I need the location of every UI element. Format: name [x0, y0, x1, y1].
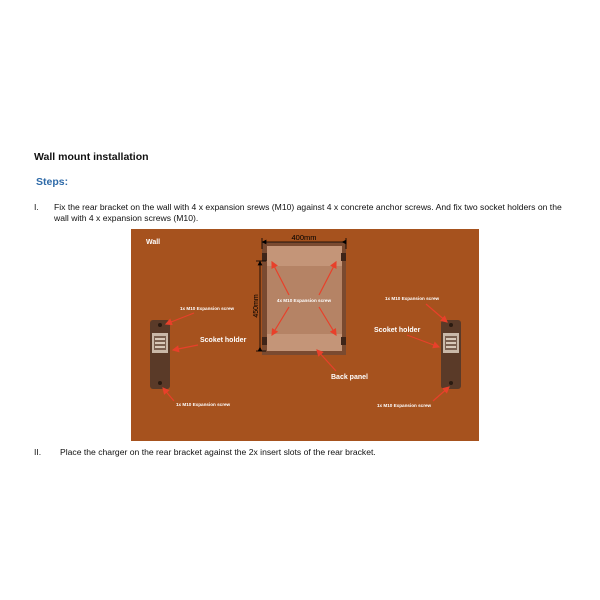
step-number: I.	[34, 202, 39, 212]
right-socket-holder	[441, 320, 461, 389]
width-dimension-label: 400mm	[291, 233, 317, 242]
left-holder-label: Scoket holder	[200, 337, 247, 344]
right-holder-label: Scoket holder	[374, 327, 421, 334]
step-number: II.	[34, 447, 42, 457]
left-socket-holder	[150, 320, 170, 389]
section-heading: Wall mount installation	[34, 151, 149, 163]
center-screw-label: 4x M10 Expansion screw	[276, 298, 332, 303]
wall-label: Wall	[146, 239, 161, 246]
steps-label: Steps:	[36, 176, 69, 188]
height-dimension-label: 450mm	[253, 294, 260, 318]
wall-mount-figure	[131, 229, 479, 441]
right-bottom-screw-label: 1x M10 Expansion screw	[377, 403, 432, 408]
left-top-screw-label: 1x M10 Expansion screw	[180, 306, 235, 311]
right-top-screw-label: 1x M10 Expansion screw	[385, 296, 440, 301]
step-text: Fix the rear bracket on the wall with 4 x expansion srews (M10) against 4 x concrete anchor screws. And fix two socket holders on the wall with 4 x expansion screws (M10).	[54, 202, 562, 223]
left-bottom-screw-label: 1x M10 Expansion screw	[176, 402, 231, 407]
step-text: Place the charger on the rear bracket against the 2x insert slots of the rear bracket.	[60, 447, 376, 457]
back-panel-label: Back panel	[331, 374, 368, 381]
